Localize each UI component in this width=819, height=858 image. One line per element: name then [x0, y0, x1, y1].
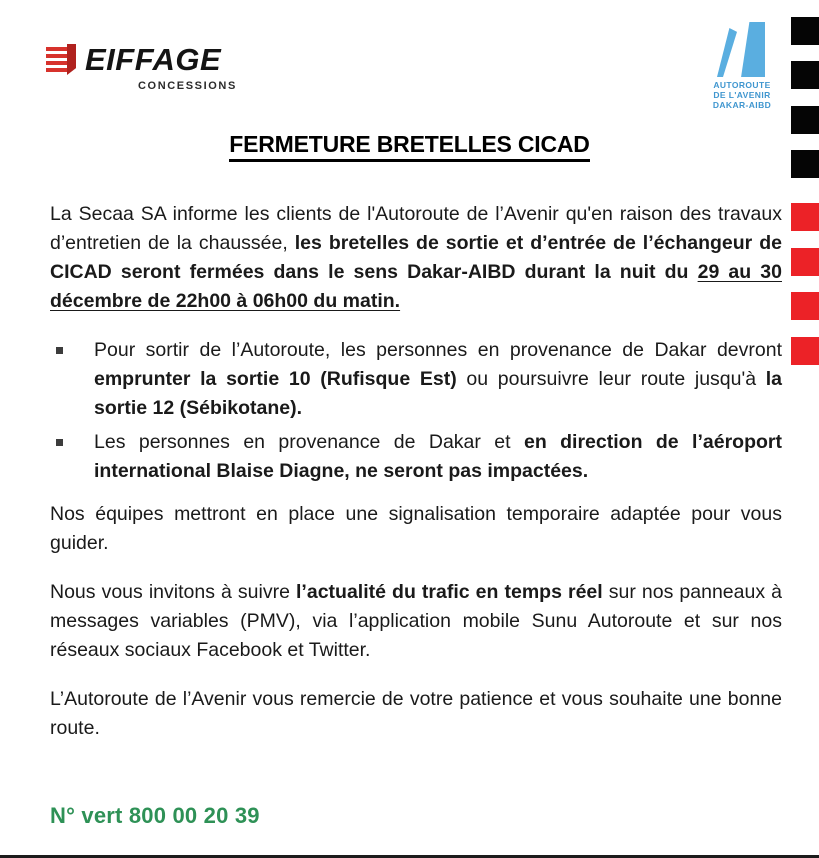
page-title: [0, 131, 819, 158]
traffic-text-2: sur nos panneaux à messages variables (PMV), via l’application mobile Sunu Autoroute et sur nos réseaux sociaux Facebook et Twitter.: [50, 581, 782, 661]
document-header: [0, 0, 819, 120]
list-item: [50, 428, 782, 486]
bullet-1-text-2: ou poursuivre leur route jusqu'à: [456, 368, 766, 390]
autoroute-logo-line-1: AUTOROUTE: [713, 80, 771, 90]
list-item: [50, 336, 782, 423]
signage-paragraph: Nos équipes mettront en place une signalisation temporaire adaptée pour vous guider.: [50, 503, 782, 554]
edge-square-red-4: [791, 337, 819, 365]
toll-free-number: N° vert 800 00 20 39: [50, 803, 260, 828]
autoroute-logo-line-2: DE L'AVENIR: [713, 90, 771, 100]
autoroute-logo: [707, 22, 777, 110]
bullet-1-bold-2: la sortie 12 (Sébikotane).: [94, 368, 783, 419]
edge-square-black-3: [791, 106, 819, 134]
edge-square-red-3: [791, 292, 819, 320]
edge-square-black-1: [791, 17, 819, 45]
bullet-2-bold-1: en direction de l’aéroport international Blaise Diagne, ne seront pas impactées.: [94, 431, 782, 482]
intro-bold-1: les bretelles de sortie et d’entrée de l’échangeur de CICAD seront fermées dans le sens Dakar-AIBD durant la nuit du: [50, 232, 782, 283]
eiffage-logo-row: [46, 44, 276, 75]
traffic-bold-1: l’actualité du trafic en temps réel: [296, 581, 603, 603]
eiffage-subtitle: CONCESSIONS: [138, 80, 237, 92]
eiffage-wordmark: EIFFAGE: [85, 42, 222, 77]
document-body: [50, 200, 782, 763]
autoroute-logo-line-3: DAKAR-AIBD: [712, 100, 772, 110]
autoroute-chevron-icon: [712, 22, 772, 77]
edge-square-black-2: [791, 61, 819, 89]
traffic-paragraph: [50, 578, 782, 665]
page-title-text: FERMETURE BRETELLES CICAD: [229, 131, 589, 162]
intro-paragraph: [50, 200, 782, 316]
thanks-paragraph: L’Autoroute de l’Avenir vous remercie de votre patience et vous souhaite une bonne route.: [50, 688, 782, 739]
autoroute-logo-text: [707, 80, 777, 110]
square-bullet-icon: [56, 439, 63, 446]
intro-bold-underline-dates: 29 au 30 décembre de 22h00 à 06h00 du matin.: [50, 261, 782, 312]
traffic-text-1: Nous vous invitons à suivre: [50, 581, 297, 603]
bullet-1-text-1: Pour sortir de l’Autoroute, les personnes en provenance de Dakar devront: [94, 339, 782, 361]
bullet-list: [50, 336, 782, 486]
intro-text-1: La Secaa SA informe les clients de l'Autoroute de l’Avenir qu'en raison des travaux d’entretien de la chaussée,: [50, 203, 782, 254]
eiffage-bars-icon: [46, 44, 76, 75]
edge-square-red-2: [791, 248, 819, 276]
square-bullet-icon: [56, 347, 63, 354]
eiffage-logo: [46, 44, 276, 92]
edge-square-red-1: [791, 203, 819, 231]
bullet-1-bold-1: emprunter la sortie 10 (Rufisque Est): [94, 368, 457, 390]
bullet-2-text-1: Les personnes en provenance de Dakar et: [94, 431, 524, 453]
